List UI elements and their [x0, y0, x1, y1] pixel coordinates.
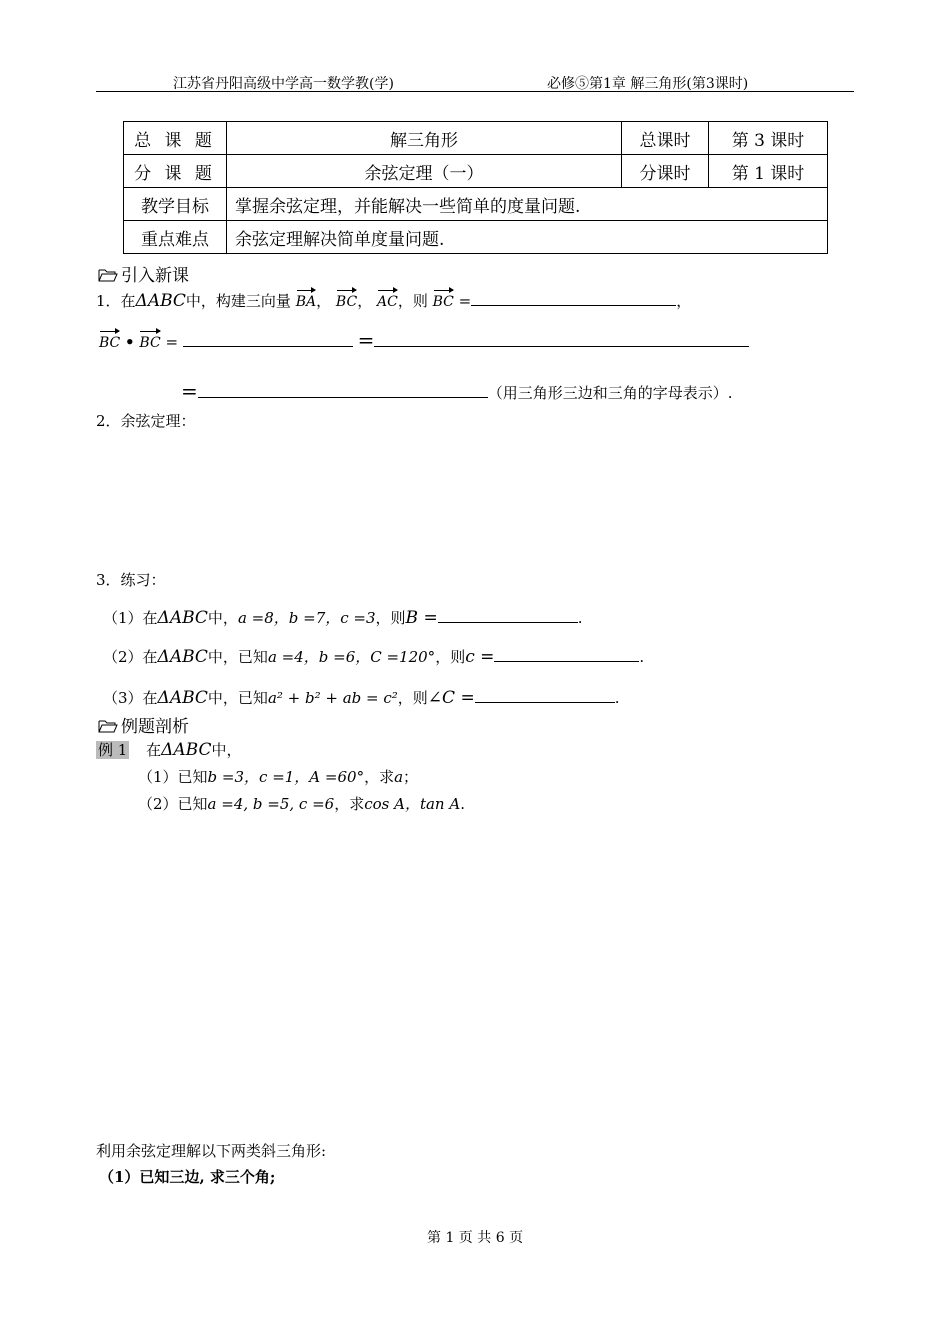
blank-p3[interactable] [475, 688, 615, 703]
sub-hours-value: 第 1 课时 [709, 155, 828, 188]
example-1-q2: （2）已知a =4, b =5, c =6，求cos A，tan A. [138, 795, 465, 813]
header-rule [96, 91, 854, 92]
section-examples-heading [98, 712, 189, 737]
focus-label: 重点难点 [124, 221, 227, 254]
section-intro-heading [98, 261, 189, 286]
vector-ba: BA [296, 288, 316, 310]
total-topic-label: 总 课 题 [124, 122, 227, 155]
blank-1[interactable] [471, 291, 676, 306]
sub-topic-value: 余弦定理（一） [227, 155, 622, 188]
dot-product-line: BC • BC = = [99, 328, 749, 352]
vector-ac: AC [377, 288, 398, 310]
page-footer: 第 1 页 共 6 页 [427, 1230, 524, 1246]
blank-p1[interactable] [438, 608, 578, 623]
vector-bc-2: BC [433, 288, 454, 310]
summary-intro: 利用余弦定理解以下两类斜三角形: [96, 1142, 327, 1160]
blank-4[interactable] [198, 383, 488, 398]
item-3-practice: 3．练习： [96, 571, 166, 589]
practice-3: （3）在ΔABC中，已知a² + b² + ab = c²，则∠C = . [103, 688, 620, 708]
example-1-q1: （1）已知b =3，c =1，A =60°，求a； [138, 768, 419, 786]
header-right: 必修⑤第1章 解三角形(第3课时) [547, 76, 749, 92]
blank-2[interactable] [183, 332, 353, 347]
item-1-line: 1．在ΔABC中，构建三向量 BA， BC， AC，则 BC = ， [96, 288, 691, 311]
practice-2: （2）在ΔABC中，已知a =4，b =6，C =120°，则c = . [103, 647, 645, 667]
vector-bc: BC [336, 288, 357, 310]
expansion-line: = （用三角形三边和三角的字母表示）. [181, 379, 733, 403]
goal-value: 掌握余弦定理，并能解决一些简单的度量问题. [227, 188, 828, 221]
focus-value: 余弦定理解决简单度量问题. [227, 221, 828, 254]
item-2-cosine-law: 2．余弦定理： [96, 412, 196, 430]
total-hours-label: 总课时 [622, 122, 709, 155]
blank-3[interactable] [374, 332, 749, 347]
blank-p2[interactable] [494, 647, 639, 662]
example-1-label: 例 1 [98, 741, 128, 759]
lesson-info-table [123, 121, 828, 254]
summary-item-1: （1）已知三边, 求三个角; [99, 1168, 276, 1186]
header-left: 江苏省丹阳高级中学高一数学教(学) [173, 76, 394, 92]
sub-hours-label: 分课时 [622, 155, 709, 188]
section-intro-title: 引入新课 [121, 266, 189, 286]
practice-1: （1）在ΔABC中，a =8，b =7，c =3，则B = . [103, 608, 583, 628]
total-hours-value: 第 3 课时 [709, 122, 828, 155]
folder-icon [98, 718, 118, 732]
goal-label: 教学目标 [124, 188, 227, 221]
section-examples-title: 例题剖析 [121, 717, 189, 737]
sub-topic-label: 分 课 题 [124, 155, 227, 188]
example-1-line: 例 1 在ΔABC中， [98, 740, 242, 760]
total-topic-value: 解三角形 [227, 122, 622, 155]
folder-icon [98, 267, 118, 281]
